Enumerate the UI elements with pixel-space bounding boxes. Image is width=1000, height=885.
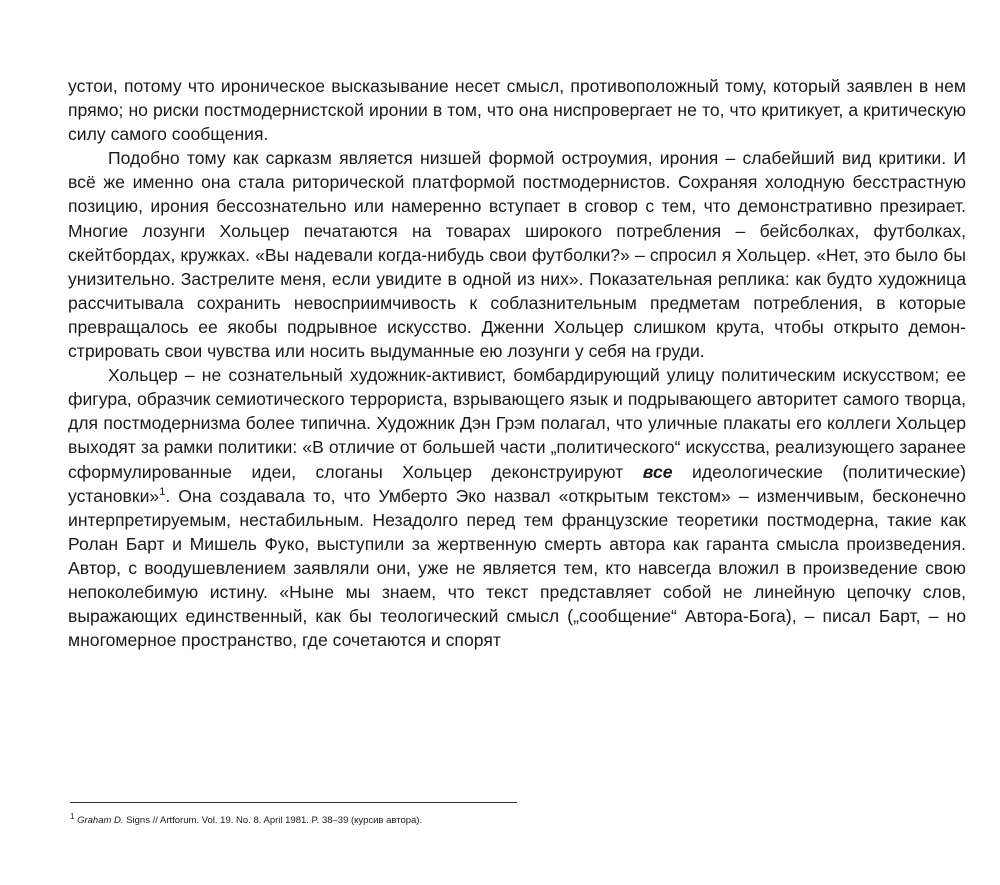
footnote-author: Graham D.: [77, 815, 124, 826]
emphasis-word: все: [642, 461, 673, 482]
footnote-citation: Signs // Artforum. Vol. 19. No. 8. April 1981. P. 38–39 (курсив автора).: [123, 815, 423, 826]
footnote-divider: [70, 802, 517, 803]
footnote-mark: 1: [70, 811, 75, 821]
page-body: [68, 74, 966, 652]
paragraph-3: [68, 363, 966, 652]
footnote-reference[interactable]: 1: [159, 485, 166, 498]
footnote: [70, 811, 950, 827]
paragraph-3-text-b: идеологические (политические) установки»: [68, 461, 967, 506]
paragraph-1: устои, потому что ироническое высказывание несет смысл, противоположный тому, который заявлен в нем прямо; но риски постмодернистской иронии в том, что она ниспровергает не то, что критикует, а критическую силу самого сообщения.: [68, 76, 966, 145]
paragraph-2: Подобно тому как сарказм является низшей формой остроумия, ирония – слабейший вид критики. И всё же именно она стала риторической платформой постмодернистов. Сохраняя холодную бесстрастную позицию, ирония бессознательно или намеренно вступает в сговор с тем, что демонстративно презирает. Многие лозунги Хольцер печатаются на товарах широкого потребления – бейсболках, футболках, скейтбордах, кружках. «Вы надевали когда-нибудь свои футболки?» – спросил я Хольцер. «Нет, это было бы унизительно. Застрелите меня, если увидите в одной из них». Показательная реплика: как будто художница рассчитывала сохранить невосприимчивость к соблазнительным предметам потребления, в которые превращалось ее якобы подрывное искусство. Дженни Хольцер слишком крута, чтобы открыто демонстрировать свои чувства или носить выдуманные ею лозунги у себя на груди.: [68, 148, 966, 362]
paragraph-3-text-a: Хольцер – не сознательный художник-активист, бомбардирующий улицу политическим искусством; ее фигура, образчик семиотического террориста, взрывающего язык и подрывающего авторитет самого творца, для постмодернизма более типична. Художник Дэн Грэм полагал, что уличные плакаты его коллеги Хольцер выходят за рамки политики: «В отличие от большей части „политического“ искусства, реализующего заранее сформулированные идеи, слоганы Хольцер деконструируют: [68, 365, 966, 482]
paragraph-3-text-c: . Она создавала то, что Умберто Эко назвал «открытым текстом» – изменчивым, бесконечно интерпретируемым, нестабильным. Незадолго перед тем французские теоретики постмодерна, такие как Ролан Барт и Мишель Фуко, выступили за жертвенную смерть автора как гаранта смысла произведения. Автор, с воодушевлением заявляли они, уже не является тем, кто навсегда вложил в произведение свою непоколебимую истину. «Ныне мы знаем, что текст представляет собой не линейную цепочку слов, выражающих единственный, как бы теологический смысл („сообщение“ Автора-Бога), – писал Барт, – но многомерное пространство, где сочетаются и спорят: [68, 485, 966, 651]
